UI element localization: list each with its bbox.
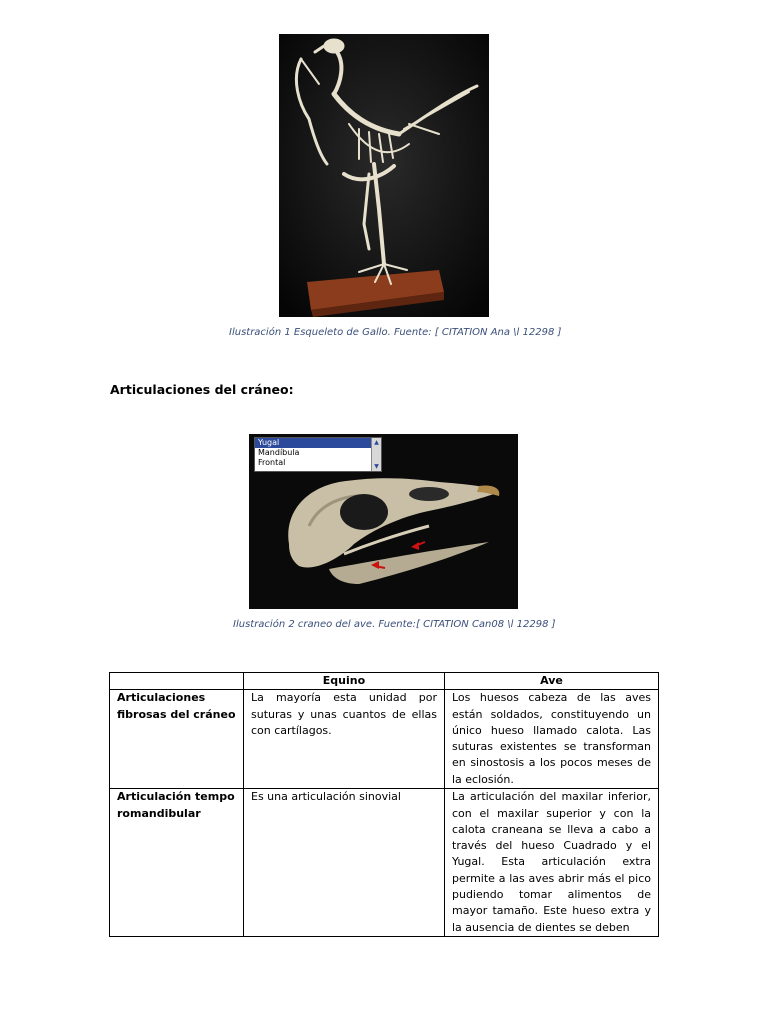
- table-header-cell: Ave: [445, 673, 659, 690]
- equino-cell: La mayoría esta unidad por suturas y unas cuantos de ellas con cartílagos.: [244, 690, 445, 789]
- scroll-down-icon[interactable]: ▼: [374, 463, 379, 470]
- ave-cell: La articulación del maxilar inferior, con el maxilar superior y con la calota craneana se lleva a cabo a través del hueso Cuadrado y el Yugal. Esta articulación extra permite a las aves abrir más el pico pudiendo tomar alimentos de mayor tamaño. Este hueso extra y la ausencia de dientes se deben: [445, 789, 659, 937]
- scroll-up-icon[interactable]: ▲: [374, 439, 379, 446]
- rooster-skeleton-illustration: [279, 34, 489, 317]
- ave-cell: Los huesos cabeza de las aves están soldados, constituyendo un único hueso llamado calota. Las suturas existentes se transforman en sinostosis a los pocos meses de la eclosión.: [445, 690, 659, 789]
- table-row: [110, 789, 659, 937]
- equino-cell: Es una articulación sinovial: [244, 789, 445, 937]
- listbox-option[interactable]: Frontal: [258, 458, 286, 467]
- listbox-option[interactable]: Mandíbula: [258, 448, 300, 457]
- rooster-skeleton-photo: [279, 34, 489, 317]
- row-label: Articulaciones fibrosas del cráneo: [110, 690, 244, 789]
- figure2-caption: Ilustración 2 craneo del ave. Fuente:[ CITATION Can08 \l 12298 ]: [233, 619, 556, 630]
- figure1-caption: Ilustración 1 Esqueleto de Gallo. Fuente: [ CITATION Ana \l 12298 ]: [229, 327, 562, 338]
- bird-skull-photo: [249, 434, 518, 609]
- row-label: Articulación temporomandibular: [110, 789, 244, 937]
- table-header-cell: Equino: [244, 673, 445, 690]
- section-heading: Articulaciones del cráneo:: [110, 382, 294, 397]
- table-row: [110, 690, 659, 789]
- comparison-table: [109, 672, 659, 937]
- table-header-cell: [110, 673, 244, 690]
- table-header-row: [110, 673, 659, 690]
- listbox-scrollbar[interactable]: [371, 438, 381, 471]
- listbox-option[interactable]: Yugal: [255, 438, 381, 448]
- bone-selector-listbox[interactable]: [254, 437, 382, 472]
